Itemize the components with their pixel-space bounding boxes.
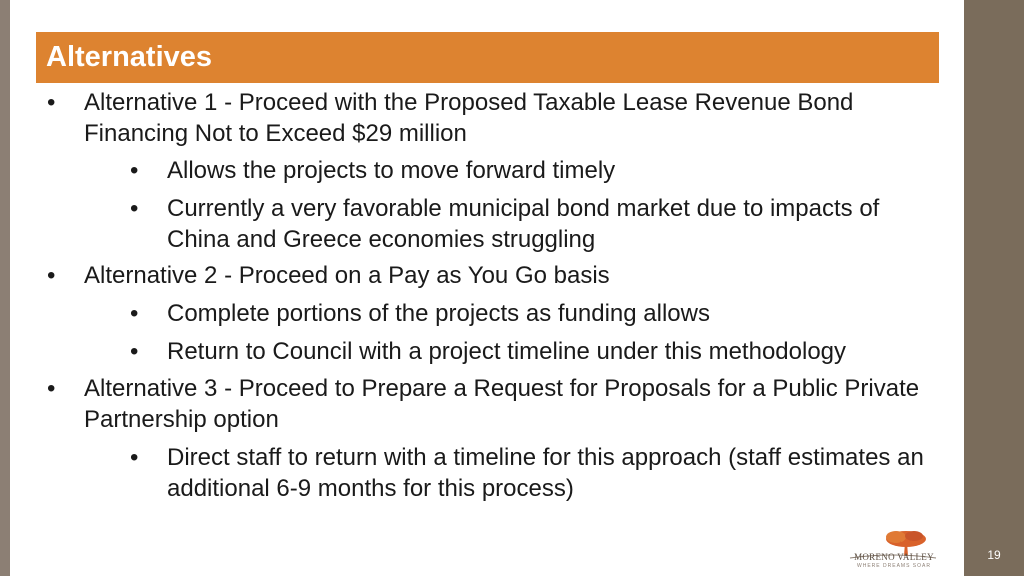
sub-bullet-alt2-1 bbox=[130, 298, 932, 329]
bullet-glyph: • bbox=[47, 375, 56, 402]
slide-title: Alternatives bbox=[46, 41, 213, 73]
bullet-glyph: • bbox=[130, 444, 139, 471]
bullet-alternative-2 bbox=[47, 260, 934, 291]
logo-tagline: WHERE DREAMS SOAR bbox=[857, 563, 931, 569]
bullet-glyph: • bbox=[130, 195, 139, 222]
bullet-text: Return to Council with a project timeline under this methodology bbox=[167, 338, 847, 365]
bullet-glyph: • bbox=[130, 157, 139, 184]
bullet-alternative-3 bbox=[47, 373, 934, 435]
bullet-text: Alternative 3 - Proceed to Prepare a Request for Proposals for a Public Private Partnership option bbox=[84, 375, 920, 433]
bullet-text: Alternative 1 - Proceed with the Proposed Taxable Lease Revenue Bond Financing Not to Exceed $29 million bbox=[84, 89, 854, 147]
bullet-text: Direct staff to return with a timeline for this approach (staff estimates an additional 6-9 months for this process) bbox=[167, 444, 924, 502]
bullet-glyph: • bbox=[130, 338, 139, 365]
sub-bullet-alt1-2 bbox=[130, 193, 932, 255]
bullet-glyph: • bbox=[130, 300, 139, 327]
logo-name: MORENO VALLEY bbox=[854, 552, 934, 562]
sub-bullet-alt2-2 bbox=[130, 336, 932, 367]
bullet-text: Allows the projects to move forward timely bbox=[167, 157, 616, 184]
bullet-alternative-1 bbox=[47, 87, 934, 149]
slide-number: 19 bbox=[987, 548, 1001, 562]
sub-bullet-alt3-1 bbox=[130, 442, 932, 504]
right-sidebar-bar bbox=[964, 0, 1024, 576]
bullet-glyph: • bbox=[47, 89, 56, 116]
bullet-text: Alternative 2 - Proceed on a Pay as You Go basis bbox=[84, 262, 610, 289]
bullet-glyph: • bbox=[47, 262, 56, 289]
bullet-text: Complete portions of the projects as funding allows bbox=[167, 300, 710, 327]
bullet-text: Currently a very favorable municipal bond market due to impacts of China and Greece economies struggling bbox=[167, 195, 880, 253]
sub-bullet-alt1-1 bbox=[130, 155, 932, 186]
